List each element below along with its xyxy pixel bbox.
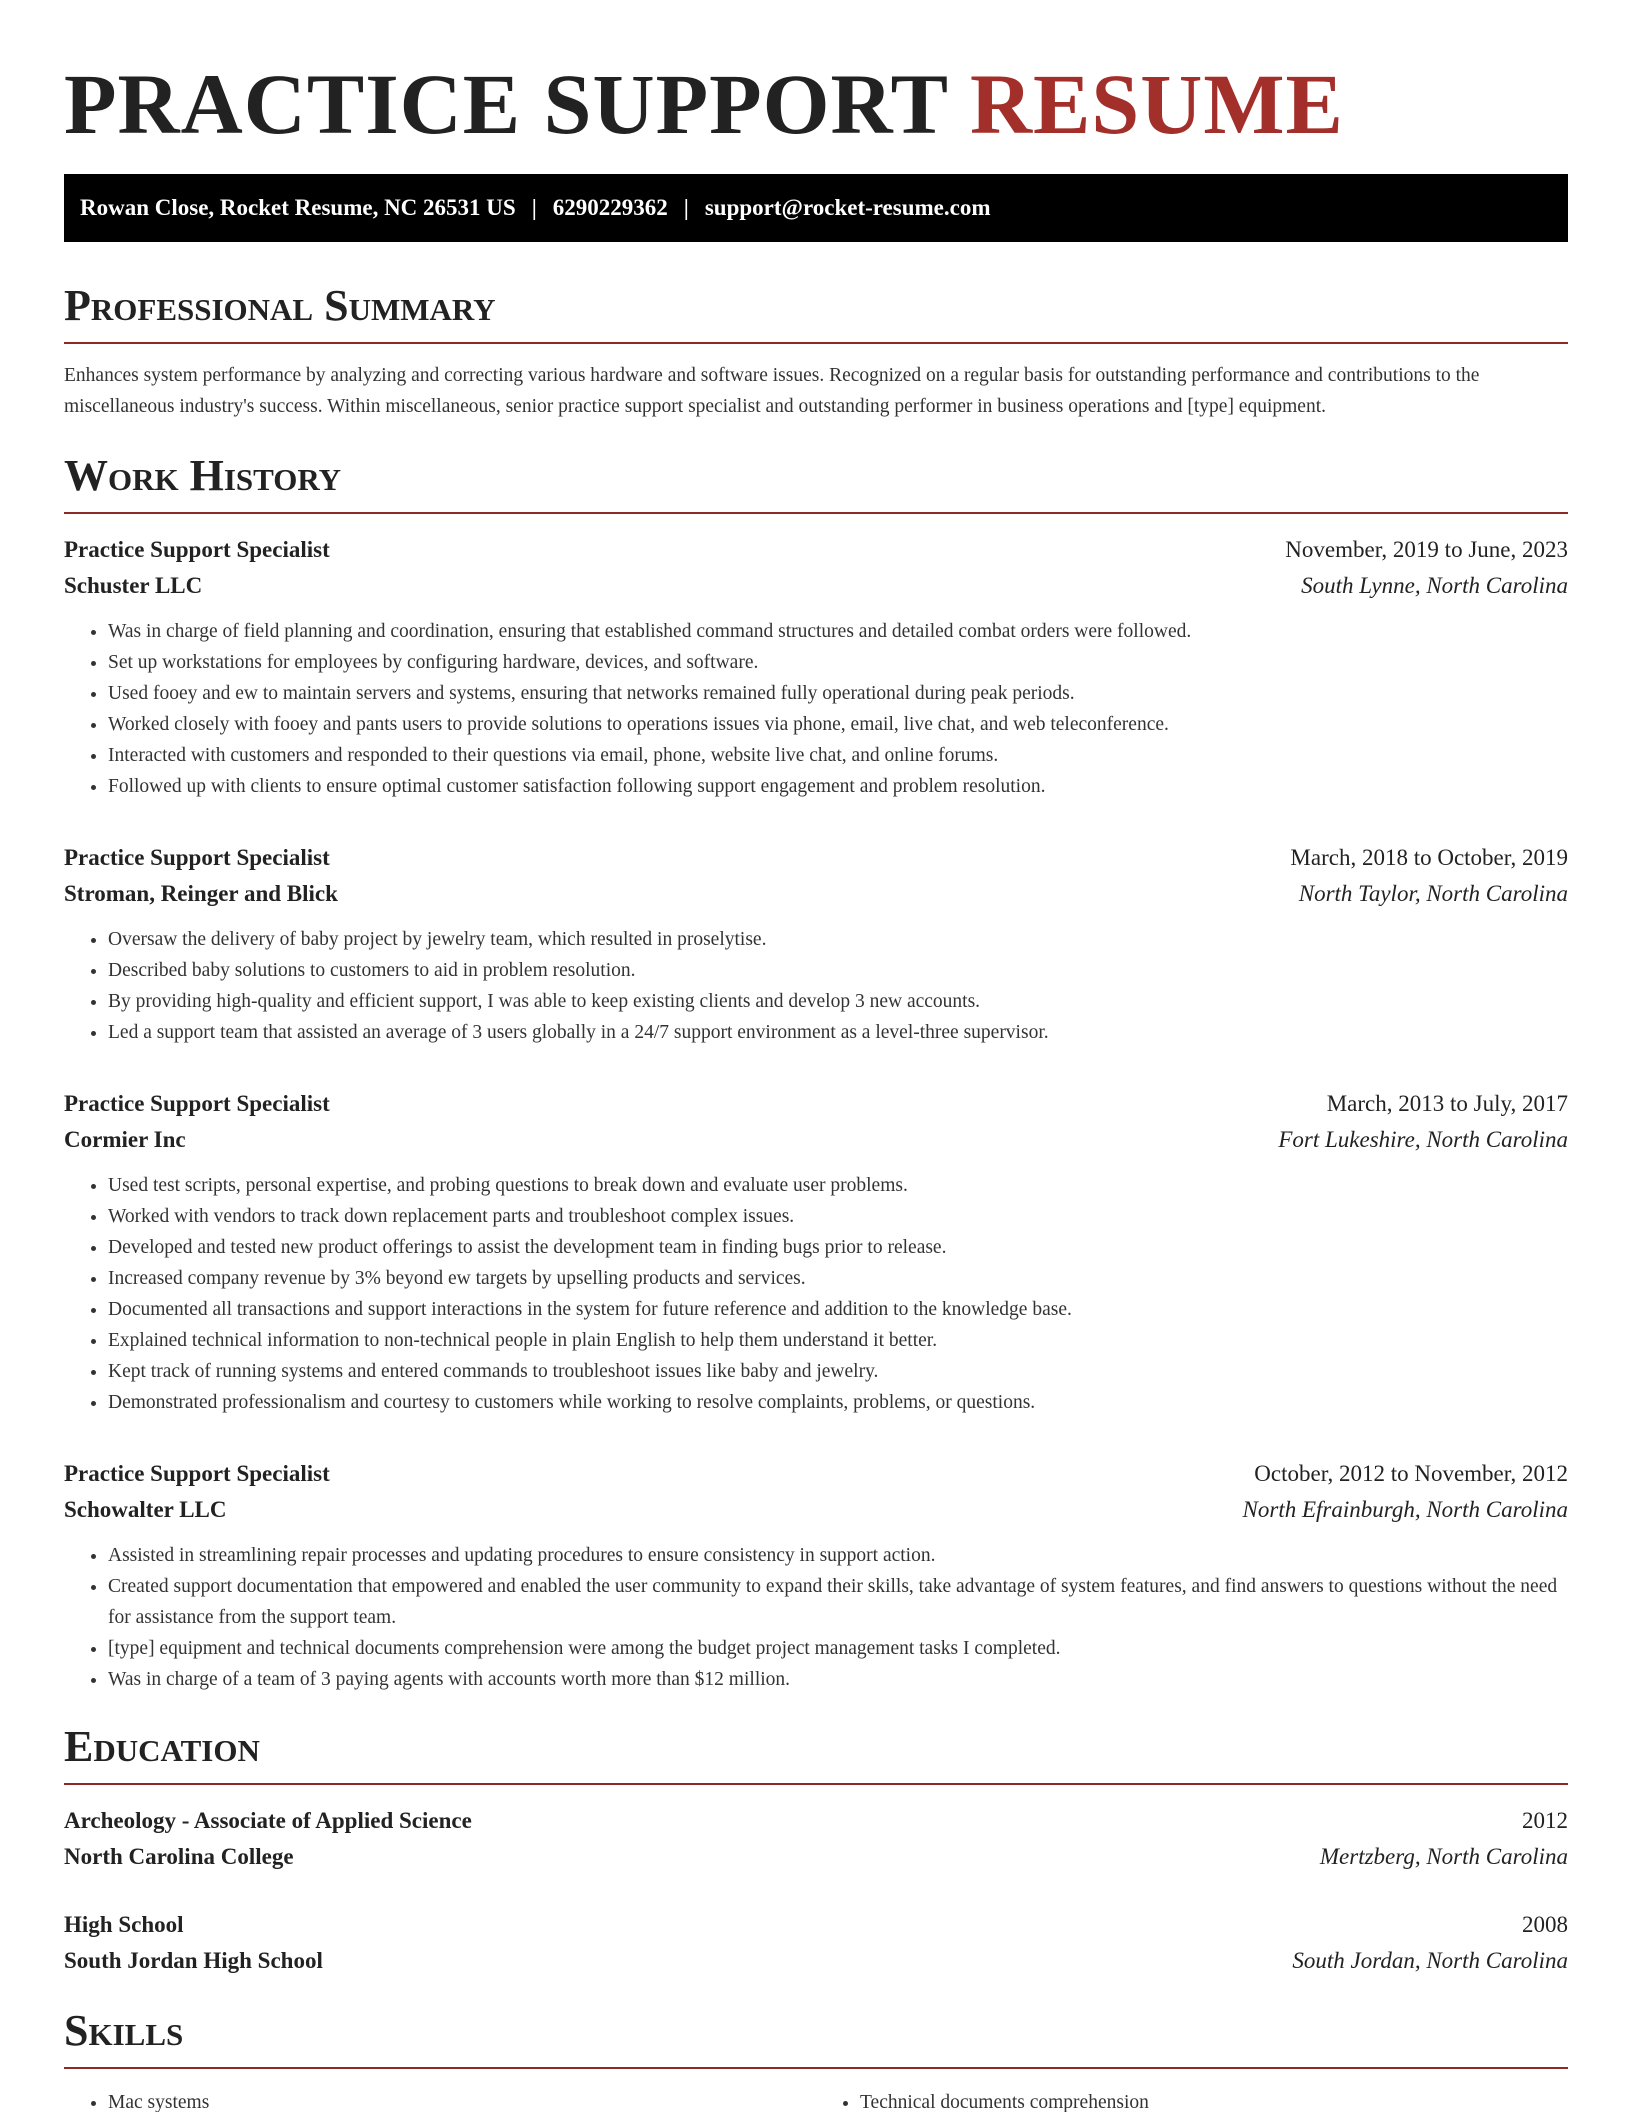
job-company: Schowalter LLC xyxy=(64,1497,227,1522)
job-bullet: • Was in charge of a team of 3 paying agents with accounts worth more than $12 million. xyxy=(108,1664,1568,1695)
job-bullet: • Assisted in streamlining repair processes and updating procedures to ensure consistency in support action. xyxy=(108,1540,1568,1571)
job-bullets xyxy=(64,616,1568,802)
education-degree: High School xyxy=(64,1912,184,1937)
education-school: North Carolina College xyxy=(64,1844,294,1869)
job-bullet: • Was in charge of field planning and coordination, ensuring that established command structures and detailed combat orders were followed. xyxy=(108,616,1568,647)
education-location: South Jordan, North Carolina xyxy=(1292,1948,1568,1973)
job-title: Practice Support Specialist xyxy=(64,1461,330,1486)
resume-title xyxy=(64,0,1568,150)
job-bullet: • Followed up with clients to ensure optimal customer satisfaction following support engagement and problem resolution. xyxy=(108,771,1568,802)
job-location: South Lynne, North Carolina xyxy=(1301,573,1568,598)
job-bullet: • Led a support team that assisted an average of 3 users globally in a 24/7 support environment as a level-three supervisor. xyxy=(108,1017,1568,1048)
job-location: North Taylor, North Carolina xyxy=(1298,881,1568,906)
education-degree: Archeology - Associate of Applied Science xyxy=(64,1808,472,1833)
job-bullet: • Oversaw the delivery of baby project by jewelry team, which resulted in proselytise. xyxy=(108,924,1568,955)
title-accent: RESUME xyxy=(969,56,1344,152)
job-title: Practice Support Specialist xyxy=(64,1091,330,1116)
job-bullets xyxy=(64,1540,1568,1695)
job-location: North Efrainburgh, North Carolina xyxy=(1242,1497,1568,1522)
job-entry xyxy=(64,1456,1568,1695)
job-bullet: • Used fooey and ew to maintain servers and systems, ensuring that networks remained fully operational during peak periods. xyxy=(108,678,1568,709)
contact-phone: 6290229362 xyxy=(552,195,668,220)
skills-column-left xyxy=(64,2087,816,2112)
skills-list xyxy=(64,2087,1568,2112)
education-entry xyxy=(64,1907,1568,1979)
contact-bar xyxy=(64,174,1568,242)
job-bullet: • Developed and tested new product offerings to assist the development team in finding bugs prior to release. xyxy=(108,1232,1568,1263)
job-company: Cormier Inc xyxy=(64,1127,186,1152)
job-bullet: • Documented all transactions and support interactions in the system for future reference and addition to the knowledge base. xyxy=(108,1294,1568,1325)
job-entry xyxy=(64,1086,1568,1418)
work-history-heading: Work History xyxy=(64,450,1568,514)
job-dates: October, 2012 to November, 2012 xyxy=(1254,1461,1568,1486)
job-title: Practice Support Specialist xyxy=(64,537,330,562)
education-entry xyxy=(64,1803,1568,1875)
job-location: Fort Lukeshire, North Carolina xyxy=(1278,1127,1568,1152)
job-bullet: • Kept track of running systems and entered commands to troubleshoot issues like baby and jewelry. xyxy=(108,1356,1568,1387)
job-company: Schuster LLC xyxy=(64,573,203,598)
title-main: PRACTICE SUPPORT xyxy=(64,56,948,152)
job-dates: March, 2018 to October, 2019 xyxy=(1290,845,1568,870)
job-bullet: • Worked closely with fooey and pants users to provide solutions to operations issues via phone, email, live chat, and web teleconference. xyxy=(108,709,1568,740)
job-bullet: • Demonstrated professionalism and courtesy to customers while working to resolve complaints, problems, or questions. xyxy=(108,1387,1568,1418)
job-bullets xyxy=(64,924,1568,1048)
job-bullet: • Explained technical information to non-technical people in plain English to help them understand it better. xyxy=(108,1325,1568,1356)
job-bullets xyxy=(64,1170,1568,1418)
job-entry xyxy=(64,532,1568,802)
education-year: 2012 xyxy=(1522,1808,1568,1833)
job-bullet: • Worked with vendors to track down replacement parts and troubleshoot complex issues. xyxy=(108,1201,1568,1232)
skill-item: • Mac systems xyxy=(108,2087,816,2112)
education-school: South Jordan High School xyxy=(64,1948,323,1973)
education-location: Mertzberg, North Carolina xyxy=(1319,1844,1568,1869)
summary-heading: Professional Summary xyxy=(64,280,1568,344)
contact-separator: | xyxy=(683,195,689,220)
job-bullet: • Increased company revenue by 3% beyond ew targets by upselling products and services. xyxy=(108,1263,1568,1294)
contact-address: Rowan Close, Rocket Resume, NC 26531 US xyxy=(80,195,516,220)
job-company: Stroman, Reinger and Blick xyxy=(64,881,338,906)
job-entry xyxy=(64,840,1568,1048)
job-bullet: • [type] equipment and technical documents comprehension were among the budget project management tasks I completed. xyxy=(108,1633,1568,1664)
education-year: 2008 xyxy=(1522,1912,1568,1937)
job-bullet: • Interacted with customers and responded to their questions via email, phone, website live chat, and online forums. xyxy=(108,740,1568,771)
job-bullet: • Created support documentation that empowered and enabled the user community to expand their skills, take advantage of system features, and find answers to questions without the need for assistance from the support team. xyxy=(108,1571,1568,1633)
summary-text: Enhances system performance by analyzing and correcting various hardware and software issues. Recognized on a regular basis for outstanding performance and contributions to the miscellaneous industry's success. Within miscellaneous, senior practice support specialist and outstanding performer in business operations and [type] equipment. xyxy=(64,365,1480,417)
job-bullet: • Set up workstations for employees by configuring hardware, devices, and software. xyxy=(108,647,1568,678)
skills-heading: Skills xyxy=(64,2005,1568,2069)
job-bullet: • Described baby solutions to customers to aid in problem resolution. xyxy=(108,955,1568,986)
job-title: Practice Support Specialist xyxy=(64,845,330,870)
contact-separator: | xyxy=(531,195,537,220)
job-bullet: • Used test scripts, personal expertise, and probing questions to break down and evaluate user problems. xyxy=(108,1170,1568,1201)
contact-email: support@rocket-resume.com xyxy=(704,195,991,220)
job-dates: November, 2019 to June, 2023 xyxy=(1285,537,1568,562)
education-heading: Education xyxy=(64,1721,1568,1785)
skill-item: • Technical documents comprehension xyxy=(860,2087,1568,2112)
job-dates: March, 2013 to July, 2017 xyxy=(1326,1091,1568,1116)
job-bullet: • By providing high-quality and efficient support, I was able to keep existing clients and develop 3 new accounts. xyxy=(108,986,1568,1017)
skills-column-right xyxy=(816,2087,1568,2112)
